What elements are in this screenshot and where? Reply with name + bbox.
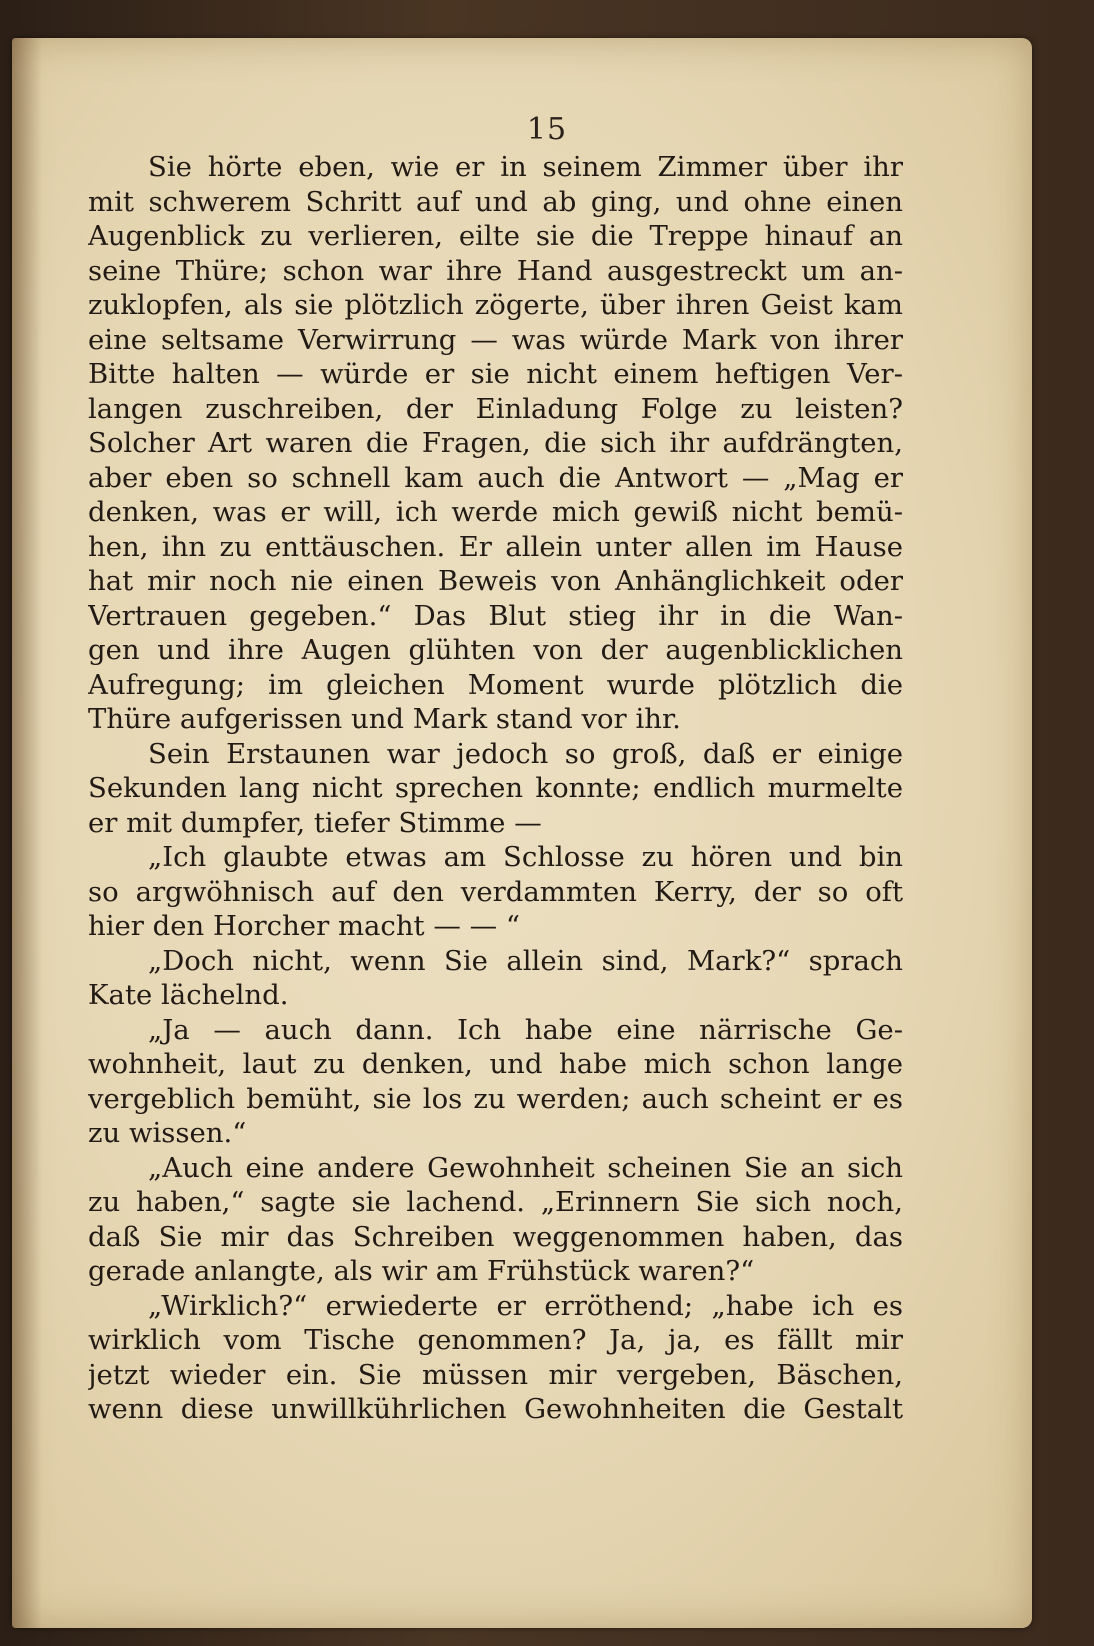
text-line: zu haben,“ sagte sie lachend. „Erinnern Sie sich noch, bbox=[88, 1186, 903, 1218]
text-line: „Ja — auch dann. Ich habe eine närrische Ge- bbox=[148, 1013, 903, 1046]
page-gutter-shadow bbox=[12, 38, 42, 1628]
text-line: hat mir noch nie einen Beweis von Anhänglichkeit oder bbox=[88, 565, 903, 597]
text-line: langen zuschreiben, der Einladung Folge zu leisten? bbox=[88, 392, 903, 425]
text-line: wirklich vom Tische genommen? Ja, ja, es fällt mir bbox=[88, 1324, 903, 1356]
text-line: „Wirklich?“ erwiederte er erröthend; „habe ich es bbox=[148, 1289, 903, 1322]
text-line: hen, ihn zu enttäuschen. Er allein unter allen im Hause bbox=[88, 530, 903, 563]
text-line: Solcher Art waren die Fragen, die sich ihr aufdrängten, bbox=[88, 427, 903, 459]
text-line: „Ich glaubte etwas am Schlosse zu hören und bin bbox=[148, 841, 903, 873]
text-line: wenn diese unwillkührlichen Gewohnheiten die Gestalt bbox=[88, 1393, 903, 1425]
text-line: Kate lächelnd. bbox=[88, 979, 289, 1011]
text-line: aber eben so schnell kam auch die Antwort — „Mag er bbox=[88, 461, 903, 494]
text-line: zu wissen.“ bbox=[88, 1117, 247, 1149]
text-line: Bitte halten — würde er sie nicht einem heftigen Ver- bbox=[88, 358, 903, 390]
text-line: hier den Horcher macht — — “ bbox=[88, 910, 520, 942]
text-line: Aufregung; im gleichen Moment wurde plötzlich die bbox=[88, 668, 903, 701]
text-line: mit schwerem Schritt auf und ab ging, und ohne einen bbox=[88, 185, 903, 218]
text-line: gen und ihre Augen glühten von der augenblicklichen bbox=[88, 634, 903, 666]
text-line: Sekunden lang nicht sprechen konnte; endlich murmelte bbox=[88, 772, 903, 804]
text-line: gerade anlangte, als wir am Frühstück waren?“ bbox=[88, 1255, 755, 1287]
text-line: „Auch eine andere Gewohnheit scheinen Sie an sich bbox=[148, 1151, 903, 1184]
text-line: jetzt wieder ein. Sie müssen mir vergeben, Bäschen, bbox=[88, 1358, 903, 1391]
text-line: Sein Erstaunen war jedoch so groß, daß er einige bbox=[148, 737, 903, 770]
text-line: eine seltsame Verwirrung — was würde Mark von ihrer bbox=[88, 323, 903, 356]
text-line: daß Sie mir das Schreiben weggenommen haben, das bbox=[88, 1220, 903, 1253]
text-line: Sie hörte eben, wie er in seinem Zimmer über ihr bbox=[148, 151, 903, 183]
text-line: er mit dumpfer, tiefer Stimme — bbox=[88, 806, 542, 839]
text-line: Vertrauen gegeben.“ Das Blut stieg ihr in die Wan- bbox=[88, 599, 903, 632]
text-line: „Doch nicht, wenn Sie allein sind, Mark?“ sprach bbox=[148, 944, 903, 977]
page-number: 15 bbox=[526, 112, 568, 147]
text-line: Augenblick zu verlieren, eilte sie die Treppe hinauf an bbox=[88, 220, 903, 252]
text-line: so argwöhnisch auf den verdammten Kerry, der so oft bbox=[88, 875, 903, 908]
text-line: wohnheit, laut zu denken, und habe mich schon lange bbox=[88, 1048, 903, 1080]
text-line: Thüre aufgerissen und Mark stand vor ihr. bbox=[88, 703, 681, 735]
text-line: seine Thüre; schon war ihre Hand ausgestreckt um an- bbox=[88, 254, 903, 287]
body-text bbox=[88, 150, 903, 1427]
text-line: zuklopfen, als sie plötzlich zögerte, über ihren Geist kam bbox=[88, 289, 903, 321]
text-line: denken, was er will, ich werde mich gewiß nicht bemü- bbox=[88, 496, 903, 528]
text-line: vergeblich bemüht, sie los zu werden; auch scheint er es bbox=[88, 1082, 903, 1115]
